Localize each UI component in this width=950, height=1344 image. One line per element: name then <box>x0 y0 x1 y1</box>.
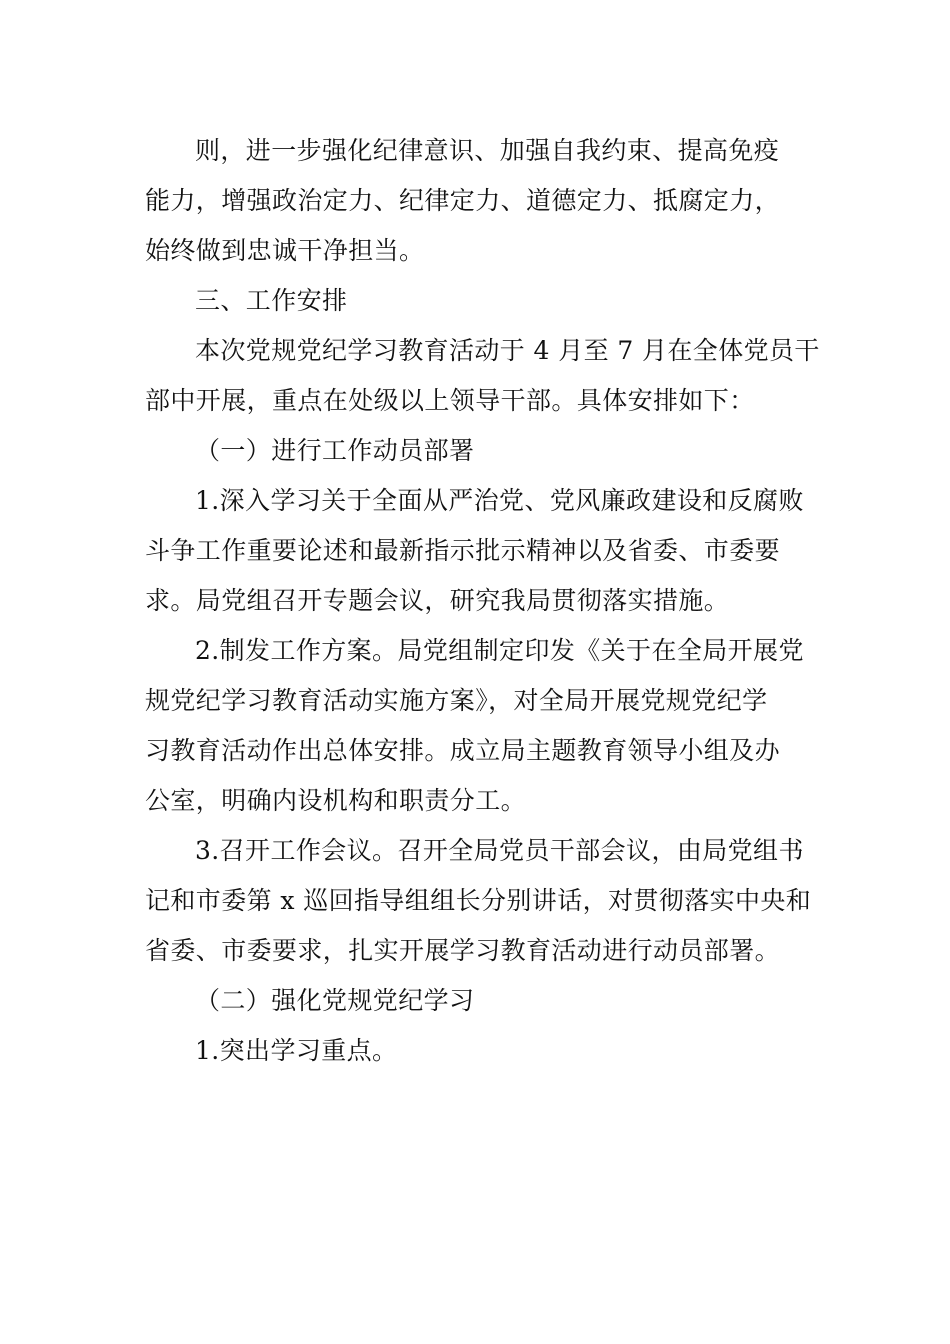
item-3-line-3: 省委、市委要求，扎实开展学习教育活动进行动员部署。 <box>145 936 781 965</box>
paragraph-continuation-line-2: 能力，增强政治定力、纪律定力、道德定力、抵腐定力， <box>145 186 781 215</box>
item-2-line-4: 公室，明确内设机构和职责分工。 <box>145 786 527 815</box>
section-heading-work-arrangement: 三、工作安排 <box>195 286 348 315</box>
item-3-line-2: 记和市委第 x 巡回指导组组长分别讲话，对贯彻落实中央和 <box>145 886 812 915</box>
item-2-line-2: 规党纪学习教育活动实施方案》，对全局开展党规党纪学 <box>145 686 768 715</box>
paragraph-intro-line-1: 本次党规党纪学习教育活动于 4 月至 7 月在全体党员干 <box>195 336 820 365</box>
item-2-line-3: 习教育活动作出总体安排。成立局主题教育领导小组及办 <box>145 736 781 765</box>
paragraph-continuation-line-1: 则，进一步强化纪律意识、加强自我约束、提高免疫 <box>195 136 780 165</box>
item-1-line-2: 斗争工作重要论述和最新指示批示精神以及省委、市委要 <box>145 536 781 565</box>
item-1-line-3: 求。局党组召开专题会议，研究我局贯彻落实措施。 <box>145 586 730 615</box>
item-3-line-1: 3.召开工作会议。召开全局党员干部会议，由局党组书 <box>195 836 804 865</box>
subheading-study: （二）强化党规党纪学习 <box>195 986 475 1015</box>
subheading-mobilization: （一）进行工作动员部署 <box>195 436 475 465</box>
item-2-line-1: 2.制发工作方案。局党组制定印发《关于在全局开展党 <box>195 636 804 665</box>
item-1-line-1: 1.深入学习关于全面从严治党、党风廉政建设和反腐败 <box>195 486 804 515</box>
paragraph-continuation-line-3: 始终做到忠诚干净担当。 <box>145 236 425 265</box>
paragraph-intro-line-2: 部中开展，重点在处级以上领导干部。具体安排如下： <box>145 386 755 415</box>
study-item-1: 1.突出学习重点。 <box>195 1036 398 1065</box>
